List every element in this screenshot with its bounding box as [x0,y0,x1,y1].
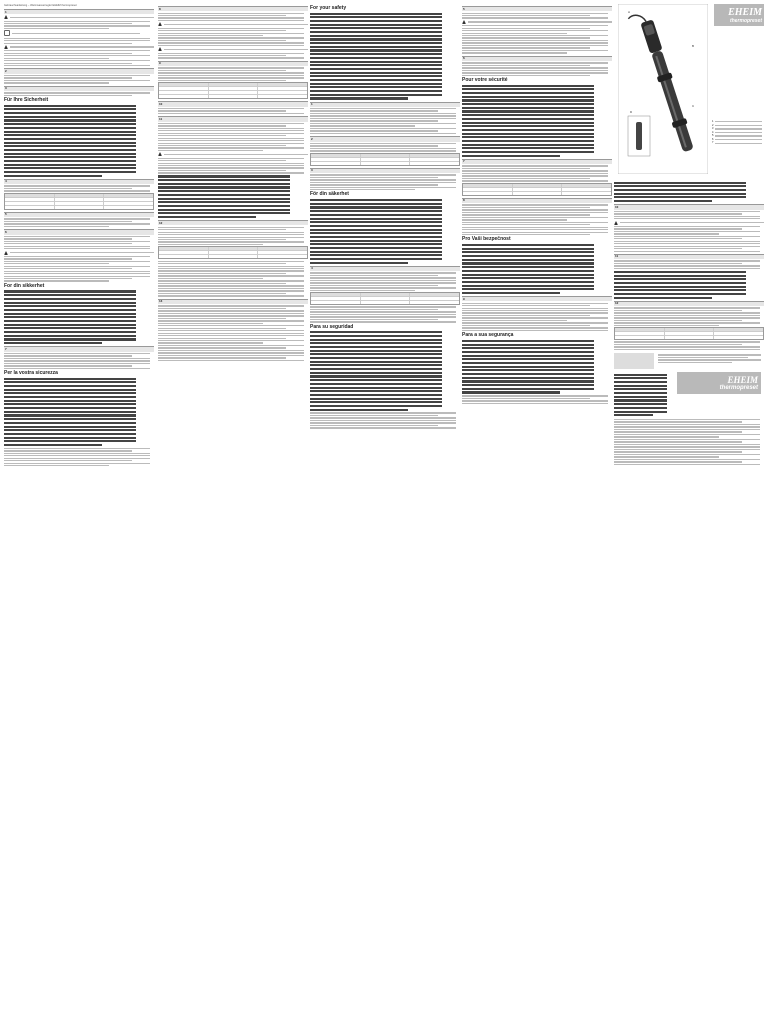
warning-icon [158,22,162,26]
warning-icon [4,15,8,19]
column-1 [4,4,154,1020]
section-title: 4 [310,266,460,271]
icon-row [614,221,764,225]
doc-header: Gebrauchsanleitung – Warmwasserregler EHEIM thermopreset [4,4,77,7]
language-heading: För din säkerhet [310,191,349,198]
spec-table [462,183,612,196]
section-title: 9 [158,61,308,66]
section-title: 12 [158,220,308,225]
warning-icon [4,251,8,255]
address-box [614,353,654,369]
legend-item: 6 [712,138,762,142]
icon-row [158,47,308,51]
section-title: 5 [462,6,612,11]
figure-label-a: A [628,10,631,14]
brand-name: EHEIM [728,6,762,18]
language-heading: Pro Vaši bezpečnost [462,236,511,243]
icon-row [4,15,154,19]
section-title: 8 [462,198,612,203]
closing-block [614,372,764,418]
section-title: 8 [158,6,308,11]
troubleshooting-table [310,153,460,166]
figure-label-b: B [692,44,695,48]
icon-row [158,152,308,156]
legend-item: 1 [712,120,762,124]
figure-label-c: C [692,104,695,108]
warning-icon [158,152,162,156]
section-title: 4 [4,179,154,184]
section-title: 12 [614,301,764,306]
section-title: 2 [310,136,460,141]
section-title: 5 [4,212,154,217]
language-heading: Pour votre sécurité [462,77,508,84]
language-heading: Para a sua segurança [462,332,514,339]
legend-item: 3 [712,127,762,131]
icon-row [158,22,308,26]
heater-figure [618,4,708,174]
spec-table [614,327,764,340]
legend-item: 7 [712,141,762,145]
icon-row [4,251,154,255]
figure-legend [712,120,762,145]
legend-item: 5 [712,134,762,138]
column-4 [462,4,612,1020]
section-title: 11 [158,116,308,121]
section-title: 1 [4,9,154,14]
language-heading: For din sikkerhet [4,282,45,289]
section-title: 7 [4,346,154,351]
section-title: 6 [462,56,612,61]
brand-logo-small: EHEIM thermopreset [677,372,761,394]
legend-item: 2 [712,124,762,128]
column-2 [158,4,308,1020]
section-title: 13 [158,299,308,304]
section-title: 7 [462,159,612,164]
warning-icon [462,20,466,24]
brand-product: thermopreset [730,17,762,24]
section-title: 6 [4,229,154,234]
section-title: 2 [4,68,154,73]
legend-item: 4 [712,131,762,135]
language-heading: Für Ihre Sicherheit [4,97,49,104]
spec-table [310,292,460,305]
warning-icon [4,45,8,49]
language-heading: For your safety [310,5,347,11]
spec-table [158,246,308,259]
language-heading: Per la vostra sicurezza [4,369,58,376]
troubleshooting-table [158,82,308,99]
heater-illustration [618,4,708,174]
warning-icon [158,47,162,51]
section-title: 3 [310,168,460,173]
icon-row [462,20,612,24]
figure-label-d: D [630,110,633,114]
spec-table [4,193,154,210]
address-block [614,353,764,369]
icon-row [4,45,154,49]
info-icon [4,30,10,36]
icon-row [4,30,154,36]
section-title: 9 [462,296,612,301]
section-title: 10 [158,101,308,106]
section-title: 11 [614,254,764,259]
column-3 [310,4,460,1020]
section-title: 3 [4,86,154,91]
warning-icon [614,221,618,225]
section-title: 10 [614,204,764,209]
section-title: 1 [310,102,460,107]
brand-logo [714,4,764,26]
language-heading: Para su seguridad [310,323,354,330]
